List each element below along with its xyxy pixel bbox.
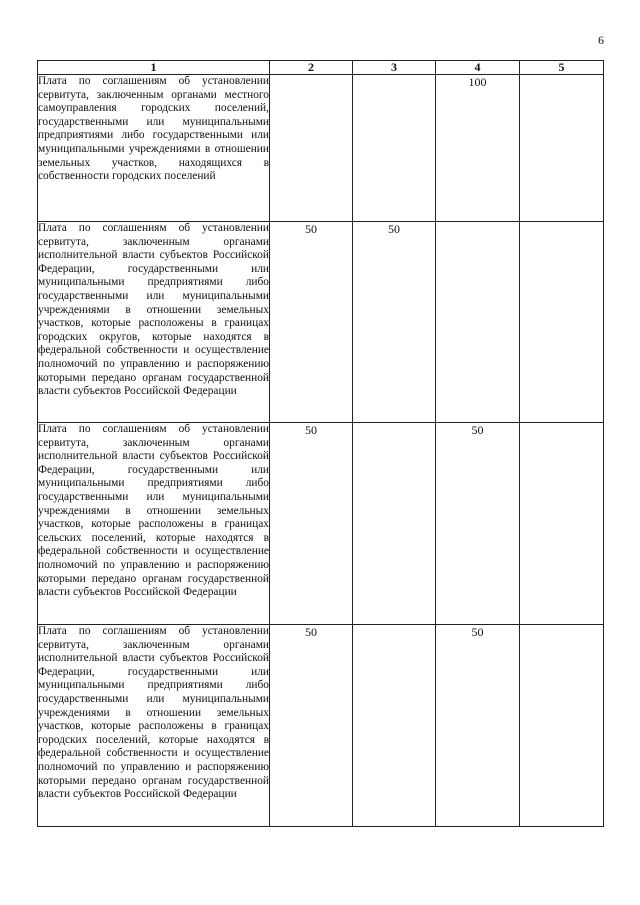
column-header: 2: [270, 61, 353, 75]
cell-col5: [520, 222, 604, 423]
row-description: Плата по соглашениям об установлении сервитута, заключенным органами исполнительной власти субъектов Российской Федерации, государственными или муниципальными предприятиями либо государственными или муниципальными учреждениями в отношении земельных участков, которые расположены в границах городских округов, которые находятся в федеральной собственности и осуществление полномочий по управлению и распоряжению которыми передано органам государственной власти субъектов Российской Федерации: [38, 222, 270, 423]
cell-col5: [520, 75, 604, 222]
cell-col2: 50: [270, 423, 353, 625]
cell-col3: [353, 423, 436, 625]
page-number: 6: [598, 33, 604, 47]
row-description: Плата по соглашениям об установлении сервитута, заключенным органами исполнительной власти субъектов Российской Федерации, государственными или муниципальными предприятиями либо государственными или муниципальными учреждениями в отношении земельных участков, которые расположены в границах городских поселений, которые находятся в федеральной собственности и осуществление полномочий по управлению и распоряжению которыми передано органам государственной власти субъектов Российской Федерации: [38, 625, 270, 827]
column-header: 4: [436, 61, 520, 75]
table-row: [38, 625, 604, 827]
cell-col4: 100: [436, 75, 520, 222]
row-description: Плата по соглашениям об установлении сервитута, заключенным органами местного самоуправления городских поселений, государственными или муниципальными предприятиями либо государственными или муниципальными учреждениями в отношении земельных участков, находящихся в собственности городских поселений: [38, 75, 270, 222]
table-row: [38, 423, 604, 625]
cell-col3: [353, 625, 436, 827]
cell-col4: [436, 222, 520, 423]
row-description: Плата по соглашениям об установлении сервитута, заключенным органами исполнительной власти субъектов Российской Федерации, государственными или муниципальными предприятиями либо государственными или муниципальными учреждениями в отношении земельных участков, которые расположены в границах сельских поселений, которые находятся в федеральной собственности и осуществление полномочий по управлению и распоряжению которыми передано органам государственной власти субъектов Российской Федерации: [38, 423, 270, 625]
cell-col5: [520, 423, 604, 625]
cell-col3: 50: [353, 222, 436, 423]
cell-col3: [353, 75, 436, 222]
cell-col4: 50: [436, 625, 520, 827]
column-header: 1: [38, 61, 270, 75]
cell-col2: [270, 75, 353, 222]
cell-col5: [520, 625, 604, 827]
column-header: 5: [520, 61, 604, 75]
revenue-distribution-table: [37, 60, 604, 827]
cell-col2: 50: [270, 625, 353, 827]
table-row: [38, 222, 604, 423]
table-header-row: [38, 61, 604, 75]
cell-col4: 50: [436, 423, 520, 625]
table-row: [38, 75, 604, 222]
column-header: 3: [353, 61, 436, 75]
cell-col2: 50: [270, 222, 353, 423]
